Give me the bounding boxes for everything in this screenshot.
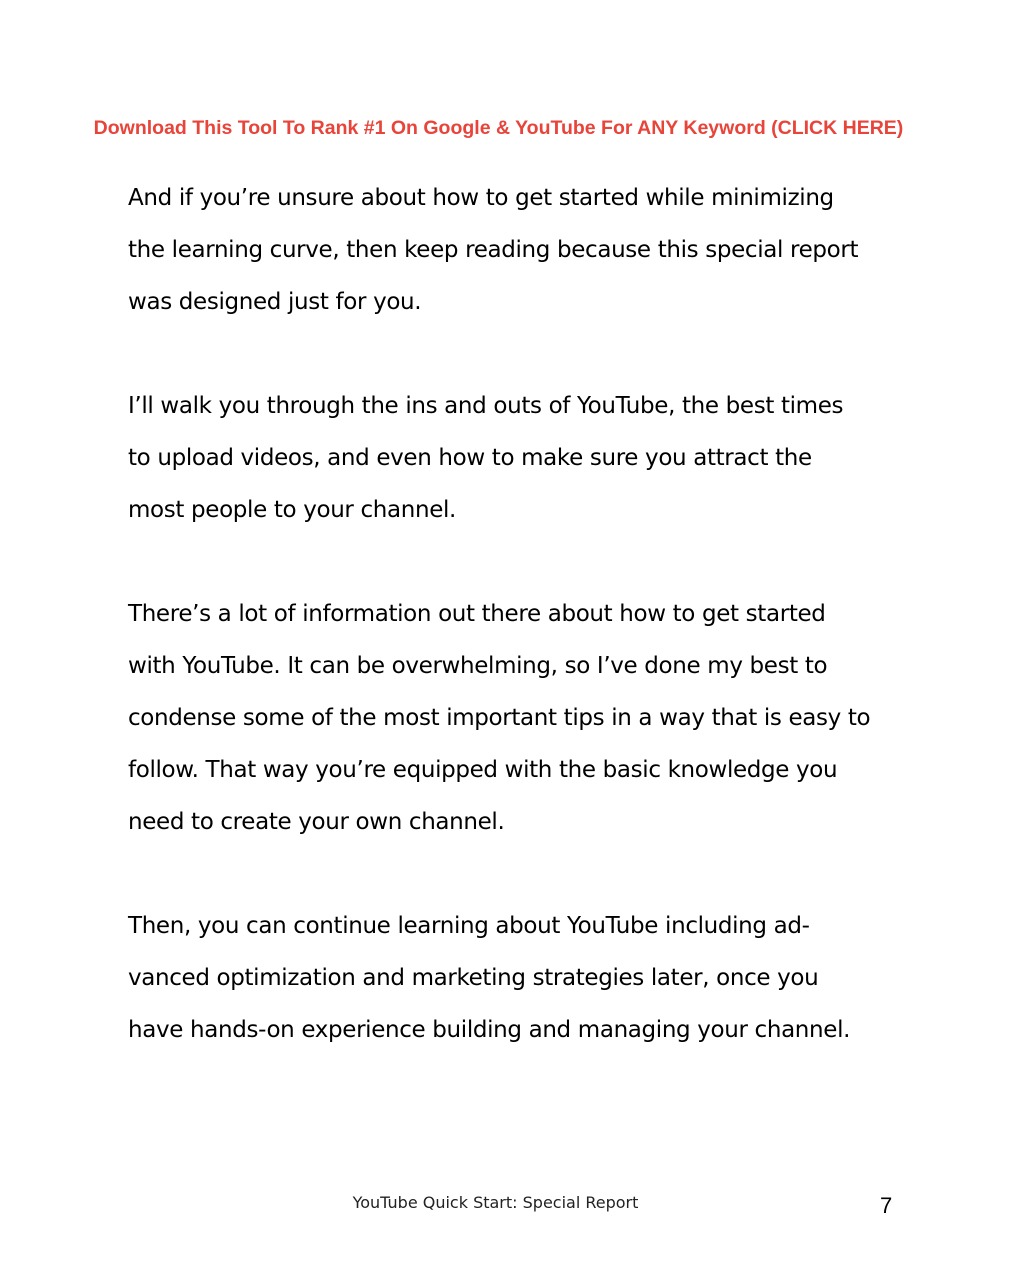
text-line: have hands-on experience building and managing your channel. — [128, 1017, 851, 1043]
text-line: vanced optimization and marketing strategies later, once you — [128, 965, 819, 991]
text-line: I’ll walk you through the ins and outs of YouTube, the best times — [128, 393, 844, 419]
text-line: follow. That way you’re equipped with the basic knowledge you — [128, 757, 838, 783]
text-line: Then, you can continue learning about YouTube including ad- — [128, 913, 810, 939]
footer-title: YouTube Quick Start: Special Report — [352, 1193, 639, 1212]
text-line: with YouTube. It can be overwhelming, so I’ve done my best to — [128, 653, 828, 679]
text-line: And if you’re unsure about how to get started while minimizing — [128, 185, 834, 211]
text-line: most people to your channel. — [128, 497, 457, 523]
report-body — [128, 176, 928, 1112]
paragraph-walkthrough — [128, 384, 928, 540]
page-number: 7 — [880, 1193, 893, 1218]
text-line: need to create your own channel. — [128, 809, 505, 835]
text-line: the learning curve, then keep reading because this special report — [128, 237, 859, 263]
text-line: was designed just for you. — [128, 289, 422, 315]
paragraph-information — [128, 592, 928, 852]
paragraph-intro — [128, 176, 928, 332]
promo-download-link[interactable]: Download This Tool To Rank #1 On Google & YouTube For ANY Keyword (CLICK HERE) — [93, 117, 904, 139]
text-line: condense some of the most important tips in a way that is easy to — [128, 705, 871, 731]
paragraph-next-steps — [128, 904, 928, 1060]
text-line: There’s a lot of information out there about how to get started — [128, 601, 826, 627]
text-line: to upload videos, and even how to make sure you attract the — [128, 445, 812, 471]
